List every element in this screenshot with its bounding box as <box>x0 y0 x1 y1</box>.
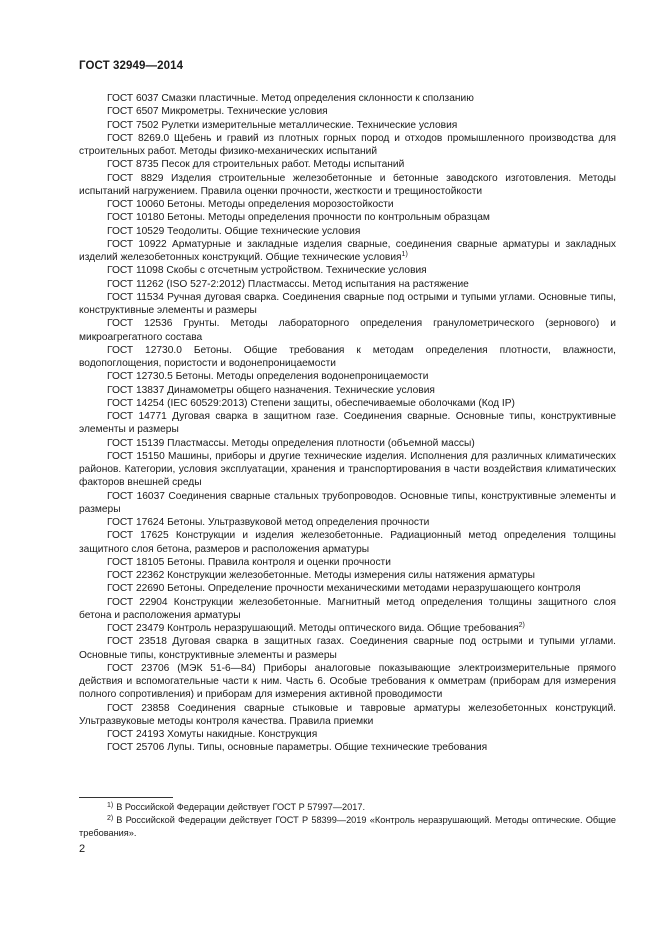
reference-item <box>79 238 616 265</box>
reference-item <box>79 344 616 371</box>
reference-item <box>79 172 616 199</box>
reference-item <box>79 225 616 238</box>
document-header: ГОСТ 32949—2014 <box>79 60 184 72</box>
reference-text: ГОСТ 8269.0 Щебень и гравий из плотных горных пород и отходов промышленного производства для строительных работ. Методы физико-механических испытаний <box>79 132 616 157</box>
reference-item <box>79 198 616 211</box>
reference-text: ГОСТ 22362 Конструкции железобетонные. Методы измерения силы натяжения арматуры <box>107 570 535 581</box>
reference-text: ГОСТ 11098 Скобы с отсчетным устройством. Технические условия <box>107 265 427 277</box>
reference-text: ГОСТ 12730.0 Бетоны. Общие требования к методам определения плотности, влажности, водопоглощения, пористости и водонепроницаемости <box>79 344 616 369</box>
reference-text: ГОСТ 10180 Бетоны. Методы определения прочности по контрольным образцам <box>107 212 490 224</box>
footnote-separator <box>79 797 173 798</box>
reference-text: ГОСТ 23518 Дуговая сварка в защитных газах. Соединения сварные под острыми и тупыми углами. Основные типы, конструктивные элементы и размеры <box>79 636 616 661</box>
reference-text: ГОСТ 18105 Бетоны. Правила контроля и оценки прочности <box>107 556 391 568</box>
reference-text: ГОСТ 23479 Контроль неразрушающий. Методы оптического вида. Общие требования <box>107 623 519 634</box>
reference-text: ГОСТ 16037 Соединения сварные стальных трубопроводов. Основные типы, конструктивные элементы и размеры <box>79 490 616 515</box>
reference-item <box>79 728 616 741</box>
reference-text: ГОСТ 6037 Смазки пластичные. Метод определения склонности к сползанию <box>107 93 474 104</box>
reference-text: ГОСТ 13837 Динамометры общего назначения. Технические условия <box>107 384 435 396</box>
reference-text: ГОСТ 22690 Бетоны. Определение прочности механическими методами неразрушающего контроля <box>107 583 581 595</box>
footnote-text: В Российской Федерации действует ГОСТ Р 58399—2019 «Контроль неразрушающий. Методы оптические. Общие требования». <box>79 815 616 838</box>
reference-item <box>79 264 616 277</box>
reference-item <box>79 370 616 383</box>
reference-text: ГОСТ 22904 Конструкции железобетонные. Магнитный метод определения толщины защитного слоя бетона и расположения арматуры <box>79 596 616 621</box>
reference-text: ГОСТ 15139 Пластмассы. Методы определения плотности (объемной массы) <box>107 437 475 449</box>
reference-text: ГОСТ 8735 Песок для строительных работ. Методы испытаний <box>107 159 405 171</box>
reference-text: ГОСТ 23706 (МЭК 51-6—84) Приборы аналоговые показывающие электроизмерительные прямого действия и вспомогательные части к ним. Часть 6. Особые требования к омметрам (приборам для измерения полного сопротивления) и приборам для измерения активной проводимости <box>79 662 616 701</box>
footnote-item <box>79 813 616 839</box>
reference-item <box>79 556 616 569</box>
reference-text: ГОСТ 6507 Микрометры. Технические условия <box>107 106 328 118</box>
reference-item <box>79 397 616 410</box>
reference-text: ГОСТ 14254 (IEC 60529:2013) Степени защиты, обеспечиваемые оболочками (Код IP) <box>107 397 515 409</box>
reference-item <box>79 278 616 291</box>
reference-text: ГОСТ 11262 (ISO 527-2:2012) Пластмассы. Метод испытания на растяжение <box>107 278 469 290</box>
reference-item <box>79 410 616 437</box>
reference-item <box>79 635 616 662</box>
reference-item <box>79 622 616 635</box>
reference-item <box>79 582 616 595</box>
page-number: 2 <box>79 843 86 855</box>
reference-text: ГОСТ 11534 Ручная дуговая сварка. Соединения сварные под острыми и тупыми углами. Основные типы, конструктивные элементы и размеры <box>79 291 616 316</box>
reference-item <box>79 437 616 450</box>
footnote-marker: 1) <box>401 251 408 258</box>
reference-text: ГОСТ 15150 Машины, приборы и другие технические изделия. Исполнения для различных климатических районов. Категории, условия эксплуатации, хранения и транспортирования в части воздействия климатических факторов внешней среды <box>79 450 616 489</box>
footnote-marker: 2) <box>518 622 525 629</box>
footnotes <box>79 800 616 839</box>
footnote-item <box>79 800 616 813</box>
reference-item <box>79 211 616 224</box>
reference-item <box>79 132 616 159</box>
reference-item <box>79 529 616 556</box>
reference-item <box>79 596 616 623</box>
reference-text: ГОСТ 10060 Бетоны. Методы определения морозостойкости <box>107 199 394 210</box>
reference-text: ГОСТ 12536 Грунты. Методы лабораторного определения гранулометрического (зернового) и микроагрегатного состава <box>79 318 616 343</box>
reference-text: ГОСТ 14771 Дуговая сварка в защитном газе. Соединения сварные. Основные типы, конструктивные элементы и размеры <box>79 411 616 436</box>
footnote-mark: 1) <box>107 802 114 809</box>
reference-item <box>79 92 616 105</box>
reference-item <box>79 490 616 517</box>
reference-text: ГОСТ 17624 Бетоны. Ультразвуковой метод определения прочности <box>107 517 430 528</box>
footnote-mark: 2) <box>107 815 114 823</box>
reference-item <box>79 662 616 702</box>
reference-text: ГОСТ 8829 Изделия строительные железобетонные и бетонные заводского изготовления. Методы испытаний нагружением. Правила оценки прочности, жесткости и трещиностойкости <box>79 172 616 197</box>
reference-item <box>79 105 616 118</box>
reference-item <box>79 158 616 171</box>
reference-text: ГОСТ 12730.5 Бетоны. Методы определения водонепроницаемости <box>107 371 429 383</box>
reference-item <box>79 741 616 754</box>
normative-references-list <box>79 92 616 755</box>
reference-item <box>79 702 616 729</box>
reference-text: ГОСТ 7502 Рулетки измерительные металлические. Технические условия <box>107 119 458 131</box>
footnote-text: В Российской Федерации действует ГОСТ Р 57997—2017. <box>116 802 366 812</box>
reference-item <box>79 516 616 529</box>
reference-item <box>79 450 616 490</box>
reference-item <box>79 317 616 344</box>
reference-item <box>79 569 616 582</box>
reference-item <box>79 291 616 318</box>
reference-text: ГОСТ 10529 Теодолиты. Общие технические условия <box>107 225 361 237</box>
reference-text: ГОСТ 25706 Лупы. Типы, основные параметры. Общие технические требования <box>107 742 488 754</box>
reference-item <box>79 119 616 132</box>
reference-text: ГОСТ 17625 Конструкции и изделия железобетонные. Радиационный метод определения толщины защитного слоя бетона, размеров и расположения арматуры <box>79 530 616 555</box>
reference-text: ГОСТ 24193 Хомуты накидные. Конструкция <box>107 729 318 740</box>
reference-text: ГОСТ 10922 Арматурные и закладные изделия сварные, соединения сварные арматуры и закладных изделий железобетонных конструкций. Общие технические условия <box>79 238 616 263</box>
reference-text: ГОСТ 23858 Соединения сварные стыковые и тавровые арматуры железобетонных конструкций. Ультразвуковые методы контроля качества. Правила приемки <box>79 702 616 727</box>
reference-item <box>79 384 616 397</box>
